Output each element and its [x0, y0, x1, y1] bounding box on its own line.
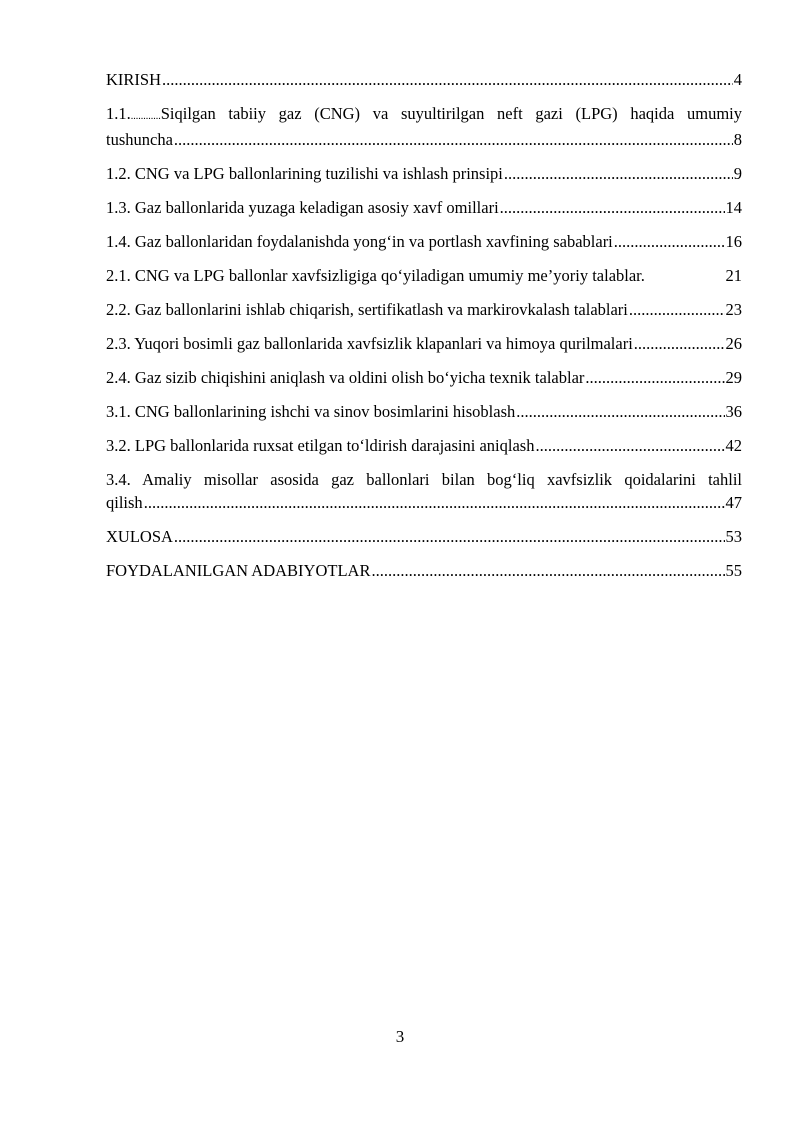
toc-leader-dots	[504, 162, 733, 185]
page-number: 3	[395, 1027, 405, 1046]
toc-entry-page: 14	[725, 198, 742, 217]
toc-entry-title: 1.2. CNG va LPG ballonlarining tuzilishi va ishlash prinsipi	[106, 164, 503, 183]
toc-entry-page: 23	[725, 300, 742, 319]
toc-leader-dots	[634, 332, 725, 355]
toc-entry-page: 16	[725, 232, 742, 251]
toc-entry-title: 2.3. Yuqori bosimli gaz ballonlarida xavfsizlik klapanlari va himoya qurilmalari	[106, 334, 633, 353]
toc-entry-page: 42	[725, 436, 742, 455]
toc-leader-dots	[144, 491, 725, 514]
toc-entry-3-4[interactable]	[106, 468, 742, 514]
toc-entry-kirish[interactable]	[106, 68, 742, 91]
toc-entry-2-3[interactable]	[106, 332, 742, 355]
toc-entry-2-4[interactable]	[106, 366, 742, 389]
toc-entry-title: 2.1. CNG va LPG ballonlar xavfsizligiga qo‘yiladigan umumiy me’yoriy talablar.	[106, 266, 645, 285]
toc-entry-title: 3.2. LPG ballonlarida ruxsat etilgan to‘ldirish darajasini aniqlash	[106, 436, 535, 455]
toc-leader-dots	[535, 434, 724, 457]
toc-entry-1-3[interactable]	[106, 196, 742, 219]
toc-entry-page: 47	[725, 493, 742, 512]
toc-entry-page: 26	[725, 334, 742, 353]
toc-entry-page: 36	[725, 402, 742, 421]
toc-entry-title: 2.4. Gaz sizib chiqishini aniqlash va oldini olish bo‘yicha texnik talablar	[106, 368, 585, 387]
toc-entry-title: XULOSA	[106, 527, 173, 546]
toc-entry-title: 1.4. Gaz ballonlaridan foydalanishda yong‘in va portlash xavfining sabablari	[106, 232, 613, 251]
toc-entry-2-2[interactable]	[106, 298, 742, 321]
toc-entry-3-1[interactable]	[106, 400, 742, 423]
toc-entry-title-line1: 3.4. Amaliy misollar asosida gaz ballonlari bilan bog‘liq xavfsizlik qoidalarini tahlil	[106, 470, 742, 489]
toc-entry-1-1[interactable]	[106, 102, 742, 151]
toc-entry-page: 55	[725, 561, 742, 580]
toc-entry-page: 4	[733, 70, 742, 89]
toc-entry-title: KIRISH	[106, 70, 162, 89]
toc-entry-1-2[interactable]	[106, 162, 742, 185]
toc-entry-title: tushuncha	[106, 130, 173, 149]
toc-entry-page: 29	[725, 368, 742, 387]
toc-entry-2-1[interactable]	[106, 264, 742, 287]
toc-entry-number: 1.1.	[106, 104, 131, 123]
toc-entry-page: 53	[725, 527, 742, 546]
toc-entry-3-2[interactable]	[106, 434, 742, 457]
toc-entry-page: 9	[733, 164, 742, 183]
toc-leader-dots	[371, 559, 724, 582]
toc-leader-dots	[500, 196, 725, 219]
toc-leader-dots	[516, 400, 724, 423]
toc-entry-title-line1: Siqilgan tabiiy gaz (CNG) va suyultirilgan neft gazi (LPG) haqida umumiy	[160, 104, 742, 123]
toc-leader-dots	[162, 68, 733, 91]
toc-leader-dots	[174, 525, 725, 548]
table-of-contents	[106, 68, 742, 593]
toc-entry-page: 21	[725, 266, 742, 285]
toc-entry-title: qilish	[106, 493, 143, 512]
toc-entry-adabiyotlar[interactable]	[106, 559, 742, 582]
toc-entry-title: FOYDALANILGAN ADABIYOTLAR	[106, 561, 371, 580]
toc-entry-page: 8	[733, 130, 742, 149]
toc-entry-title: 1.3. Gaz ballonlarida yuzaga keladigan asosiy xavf omillari	[106, 198, 499, 217]
toc-leader-dots	[585, 366, 724, 389]
toc-entry-1-4[interactable]	[106, 230, 742, 253]
toc-leader-dots	[614, 230, 725, 253]
toc-leader-dots	[629, 298, 725, 321]
toc-entry-title: 2.2. Gaz ballonlarini ishlab chiqarish, sertifikatlash va markirovkalash talablari	[106, 300, 628, 319]
toc-entry-xulosa[interactable]	[106, 525, 742, 548]
toc-entry-title: 3.1. CNG ballonlarining ishchi va sinov bosimlarini hisoblash	[106, 402, 516, 421]
toc-entry-inline-dots: ............	[130, 111, 161, 122]
toc-leader-dots	[174, 128, 733, 151]
